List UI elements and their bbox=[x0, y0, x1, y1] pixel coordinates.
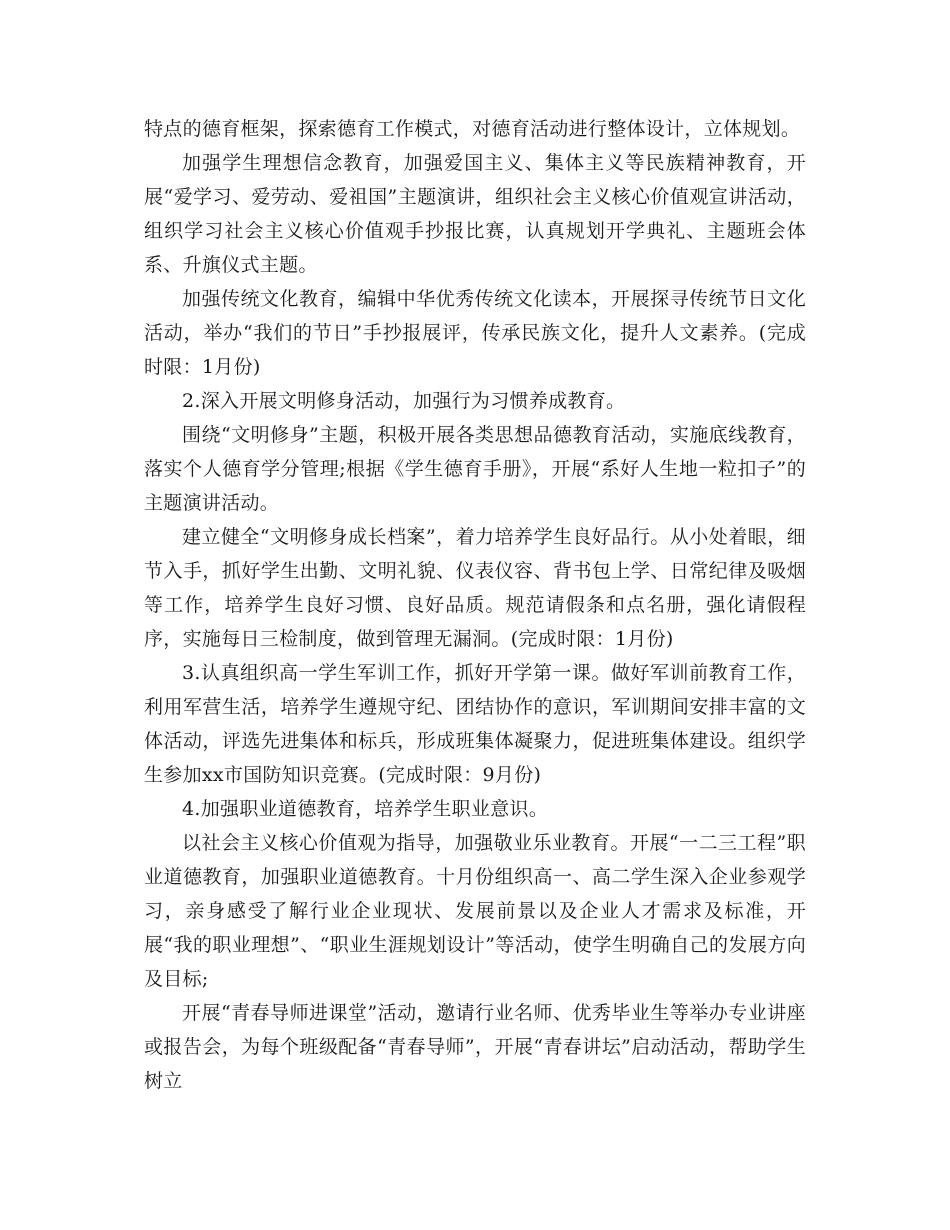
paragraph-youth-mentor: 开展“青春导师进课堂”活动，邀请行业名师、优秀毕业生等举办专业讲座或报告会，为每个班级配备“青春导师”，开展“青春讲坛”启动活动，帮助学生树立 bbox=[144, 1002, 806, 1092]
heading-item-4: 4.加强职业道德教育，培养学生职业意识。 bbox=[182, 798, 549, 820]
heading-item-2: 2.深入开展文明修身活动，加强行为习惯养成教育。 bbox=[182, 390, 626, 412]
paragraph-professional-ethics: 以社会主义核心价值观为指导，加强敬业乐业教育。开展“一二三工程”职业道德教育，加强职业道德教育。十月份组织高一、高二学生深入企业参观学习，亲身感受了解行业企业现状、发展前景以及企业人才需求及标准，开展“我的职业理想”、“职业生涯规划设计”等活动，使学生明确自己的发展方向及目标; bbox=[144, 832, 806, 990]
document-page bbox=[144, 112, 806, 1098]
paragraph-continuation: 特点的德育框架，探索德育工作模式，对德育活动进行整体设计，立体规划。 bbox=[144, 118, 801, 140]
paragraph-ideals-education: 加强学生理想信念教育，加强爱国主义、集体主义等民族精神教育，开展“爱学习、爱劳动、爱祖国”主题演讲，组织社会主义核心价值观宣讲活动，组织学习社会主义核心价值观手抄报比赛，认真规划开学典礼、主题班会体系、升旗仪式主题。 bbox=[144, 152, 806, 276]
paragraph-item-3-military-training: 3.认真组织高一学生军训工作，抓好开学第一课。做好军训前教育工作，利用军营生活，培养学生遵规守纪、团结协作的意识，军训期间安排丰富的文体活动，评选先进集体和标兵，形成班集体凝聚力，促进班集体建设。组织学生参加xx市国防知识竞赛。(完成时限：9月份) bbox=[144, 662, 806, 786]
paragraph-traditional-culture: 加强传统文化教育，编辑中华优秀传统文化读本，开展探寻传统节日文化活动，举办“我们的节日”手抄报展评，传承民族文化，提升人文素养。(完成时限：1月份) bbox=[144, 288, 806, 378]
paragraph-civility-theme: 围绕“文明修身”主题，积极开展各类思想品德教育活动，实施底线教育，落实个人德育学分管理;根据《学生德育手册》，开展“系好人生地一粒扣子”的主题演讲活动。 bbox=[144, 424, 806, 514]
paragraph-growth-archive: 建立健全“文明修身成长档案”，着力培养学生良好品行。从小处着眼，细节入手，抓好学生出勤、文明礼貌、仪表仪容、背书包上学、日常纪律及吸烟等工作，培养学生良好习惯、良好品质。规范请假条和点名册，强化请假程序，实施每日三检制度，做到管理无漏洞。(完成时限：1月份) bbox=[144, 526, 806, 650]
